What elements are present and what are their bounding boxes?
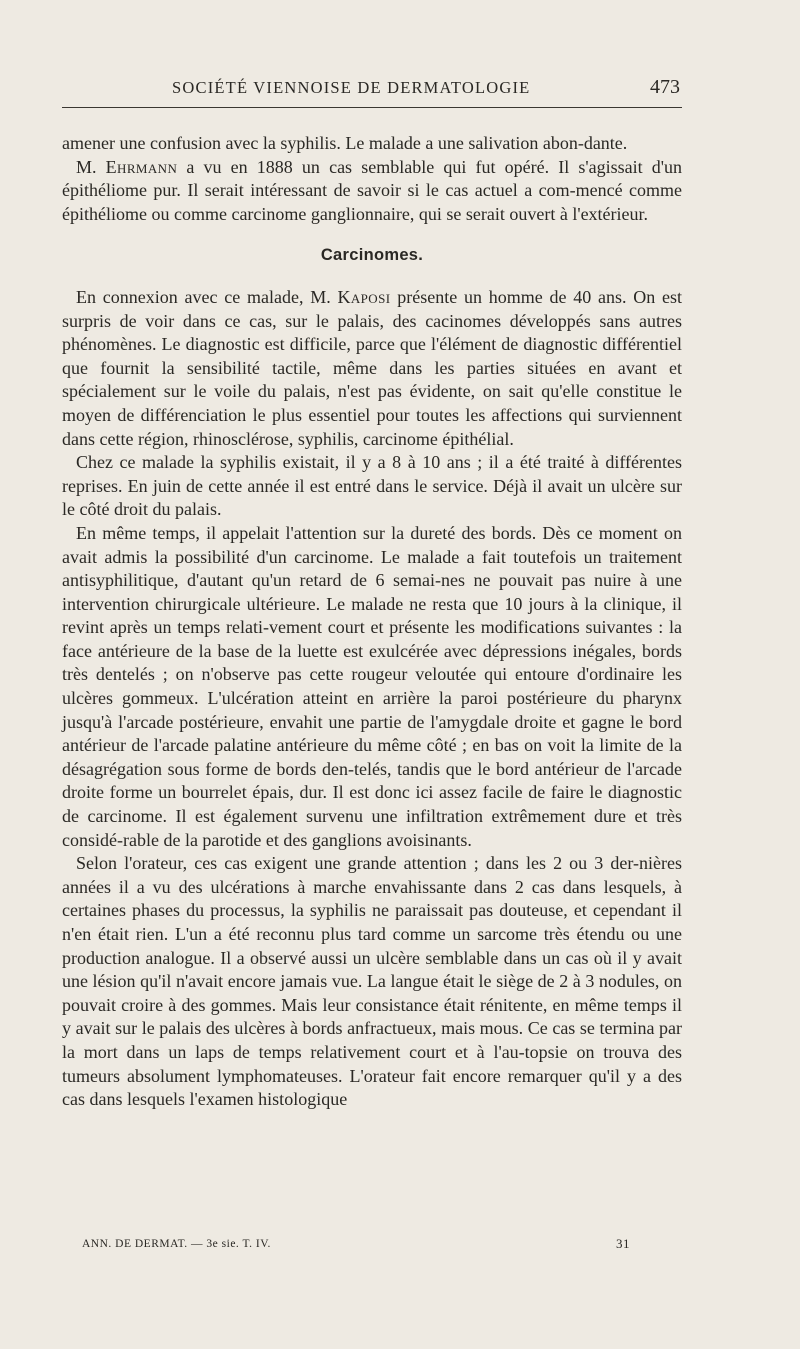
paragraph: amener une confusion avec la syphilis. Le malade a une salivation abon-dante. <box>62 133 628 153</box>
journal-reference: ANN. DE DERMAT. — 3e sie. T. IV. <box>82 1238 271 1250</box>
running-title: SOCIÉTÉ VIENNOISE DE DERMATOLOGIE <box>172 78 531 97</box>
signature-mark: 31 <box>616 1236 630 1251</box>
section-heading: Carcinomes. <box>320 246 424 265</box>
paragraph-text: présente un homme de 40 ans. On est surpris de voir dans ce cas, sur le palais, des cacinomes développés sans autres phénomènes. Le diagnostic est difficile, parce que l'élément de diagnostic différentiel que fournit la sensibilité tactile, même dans les parties situées en avant et spécialement sur le voile du palais, n'est pas évidente, on sait qu'elle constitue le moyen de différenciation le plus essentiel pour toutes les affections qui surviennent dans cette région, rhinosclérose, syphilis, carcinome épithélial. <box>62 286 682 449</box>
header-rule <box>62 107 682 108</box>
paragraph <box>62 286 682 451</box>
author-name: Kaposi <box>337 286 391 307</box>
running-header <box>62 76 680 102</box>
paragraph-text: M. <box>76 156 106 177</box>
body-text <box>62 132 682 1112</box>
paragraph: Chez ce malade la syphilis existait, il y a 8 à 10 ans ; il a été traité à différentes reprises. En juin de cette année il est entré dans le service. Déjà il avait un ulcère sur le côté droit du palais. <box>62 452 682 520</box>
paragraph: Selon l'orateur, ces cas exigent une grande attention ; dans les 2 ou 3 der-nières années il a vu des ulcérations à marche envahissante dans 2 cas dans lesquels, à certaines phases du processus, la syphilis ne paraissait pas douteuse, et cependant il n'en était rien. L'un a été reconnu plus tard comme un sarcome très étendu ou une production analogue. Il a observé aussi un ulcère semblable dans un cas où il y avait une lésion qu'il n'avait encore jamais vue. La langue était le siège de 2 à 3 nodules, on pouvait croire à des gommes. Mais leur consistance était rénitente, en même temps il y avait sur le palais des ulcères à bords anfractueux, mais mous. Ce cas se termina par la mort dans un laps de temps relativement court et à l'au-topsie on trouva des tumeurs absolument lymphomateuses. L'orateur fait encore remarquer qu'il y a des cas dans lesquels l'examen histologique <box>62 853 682 1110</box>
paragraph-text: a vu en 1888 un cas semblable qui fut opéré. Il s'agissait d'un épithéliome pur. Il serait intéressant de savoir si le cas actuel a com-mencé comme épithéliome ou comme carcinome ganglionnaire, qui se serait ouvert à l'extérieur. <box>62 156 682 224</box>
page-number: 473 <box>650 76 680 98</box>
paragraph <box>62 156 682 227</box>
author-name: Ehrmann <box>105 156 178 177</box>
paragraph: En même temps, il appelait l'attention sur la dureté des bords. Dès ce moment on avait admis la possibilité d'un carcinome. Le malade a fait toutefois un traitement antisyphilitique, d'autant qu'un retard de 6 semai-nes ne pouvait pas nuire à une intervention chirurgicale ultérieure. Le malade ne resta que 10 jours à la clinique, il revint après un temps relati-vement court et présente les modifications suivantes : la face antérieure de la base de la luette est exulcérée avec dépressions inégales, bords très dentelés ; on n'observe pas cette rougeur veloutée qui entoure d'ordinaire les ulcères gommeux. L'ulcération atteint en arrière la paroi postérieure du pharynx jusqu'à l'arcade postérieure, envahit une partie de l'amygdale droite et gagne le bord antérieur de l'arcade palatine antérieure du même côté ; en bas on voit la limite de la désagrégation sous forme de bords den-telés, tandis que le bord antérieur de l'arcade droite forme un bourrelet épais, dur. Il est donc ici assez facile de faire le diagnostic de carcinome. Il est également survenu une infiltration extrêmement dure et très considé-rable de la parotide et des ganglions avoisinants. <box>62 522 682 850</box>
page-footer <box>82 1238 630 1250</box>
paragraph-text: En connexion avec ce malade, M. <box>76 286 338 307</box>
